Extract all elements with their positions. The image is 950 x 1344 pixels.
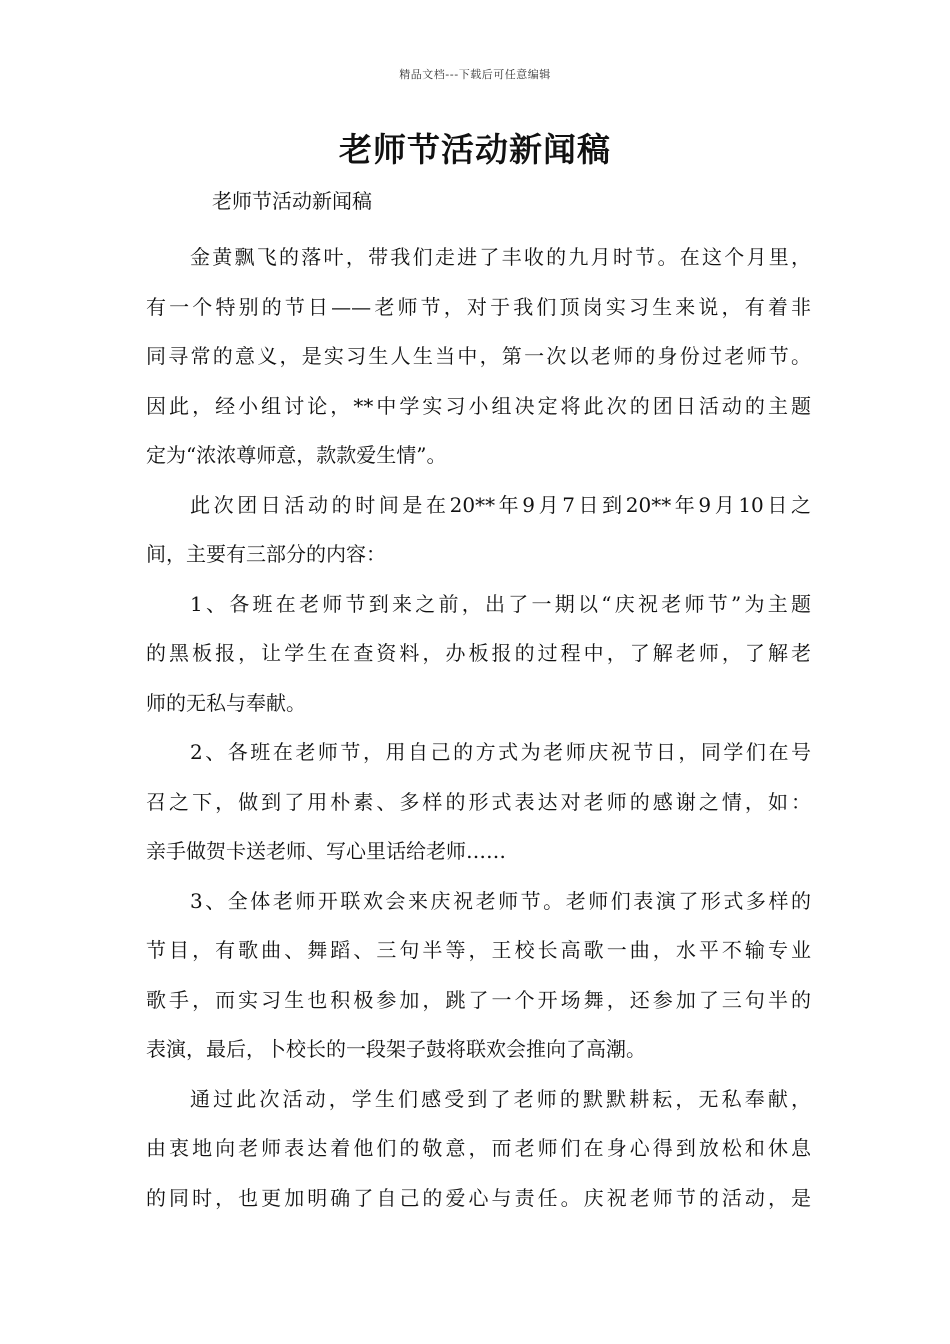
header-note: 精品文档---下载后可任意编辑 (399, 68, 551, 81)
paragraph (146, 877, 811, 1075)
paragraph-line: 歌手，而实习生也积极参加，跳了一个开场舞，还参加了三句半的 (146, 987, 811, 1012)
paragraph-line: 1、各班在老师节到来之前，出了一期以“庆祝老师节”为主题 (190, 591, 811, 616)
paragraph (146, 233, 811, 481)
paragraph-line: 间，主要有三部分的内容： (146, 542, 386, 566)
paragraph-line: 由衷地向老师表达着他们的敬意，而老师们在身心得到放松和休息 (146, 1136, 811, 1160)
paragraph-line: 定为“浓浓尊师意，款款爱生情”。 (146, 443, 447, 467)
paragraph-line: 召之下，做到了用朴素、多样的形式表达对老师的感谢之情，如： (146, 789, 811, 814)
paragraph-line: 2、各班在老师节，用自己的方式为老师庆祝节日，同学们在号 (190, 740, 811, 764)
paragraph-line: 表演，最后，卜校长的一段架子鼓将联欢会推向了高潮。 (146, 1037, 646, 1061)
paragraph-line: 同寻常的意义，是实习生人生当中，第一次以老师的身份过老师节。 (146, 344, 811, 368)
paragraph-line: 有一个特别的节日——老师节，对于我们顶岗实习生来说，有着非 (146, 294, 811, 319)
document-body (146, 233, 811, 1223)
paragraph (146, 481, 811, 580)
paragraph-line: 通过此次活动，学生们感受到了老师的默默耕耘，无私奉献， (190, 1086, 811, 1111)
paragraph-line: 3、全体老师开联欢会来庆祝老师节。老师们表演了形式多样的 (190, 888, 811, 913)
paragraph-line: 的黑板报，让学生在查资料，办板报的过程中，了解老师，了解老 (146, 641, 811, 665)
paragraph (146, 1075, 811, 1224)
paragraph (146, 580, 811, 729)
paragraph-line: 的同时，也更加明确了自己的爱心与责任。庆祝老师节的活动，是 (146, 1185, 811, 1210)
paragraph-line: 亲手做贺卡送老师、写心里话给老师…… (146, 839, 506, 863)
paragraph-line: 因此，经小组讨论，**中学实习小组决定将此次的团日活动的主题 (146, 393, 811, 418)
document-title: 老师节活动新闻稿 (339, 130, 611, 169)
paragraph-line: 金黄飘飞的落叶，带我们走进了丰收的九月时节。在这个月里， (190, 245, 811, 269)
paragraph-line: 师的无私与奉献。 (146, 690, 306, 715)
document-subtitle: 老师节活动新闻稿 (212, 189, 372, 213)
paragraph (146, 728, 811, 877)
paragraph-line: 节目，有歌曲、舞蹈、三句半等，王校长高歌一曲，水平不输专业 (146, 938, 811, 962)
paragraph-line: 此次团日活动的时间是在20**年9月7日到20**年9月10日之 (190, 492, 811, 517)
